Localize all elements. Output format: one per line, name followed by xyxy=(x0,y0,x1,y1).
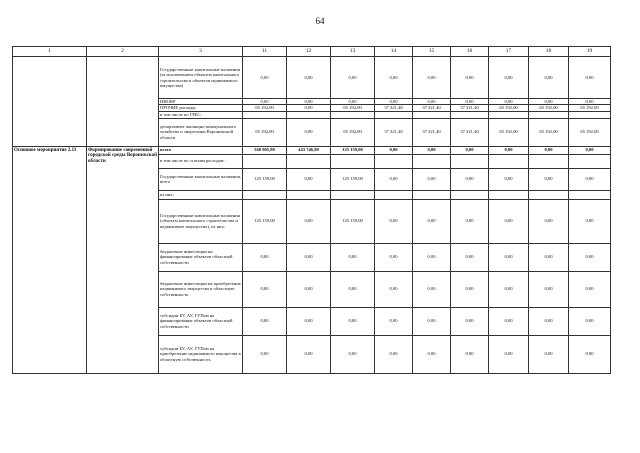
value-cell xyxy=(287,190,331,199)
page-number: 64 xyxy=(315,16,325,26)
table-row xyxy=(13,146,611,154)
value-cell xyxy=(489,111,529,118)
value-cell: 0,00 xyxy=(287,307,331,335)
value-cell: 65 192,00 xyxy=(489,105,529,111)
value-cell: 0,00 xyxy=(489,335,529,373)
value-cell: 0,00 xyxy=(489,307,529,335)
value-cell: 0,00 xyxy=(375,271,413,307)
row-description: из них: xyxy=(159,190,243,199)
value-cell: 0,00 xyxy=(413,335,451,373)
value-cell: 0,00 xyxy=(331,307,375,335)
header-cell: 1 xyxy=(13,47,87,57)
value-cell: 0,00 xyxy=(451,57,489,99)
value-cell: 37 321,40 xyxy=(451,118,489,146)
event-name: Формирование современной городской среды Воронежской области xyxy=(87,146,159,373)
value-cell: 443 746,80 xyxy=(287,146,331,154)
row-description: всего xyxy=(159,146,243,154)
value-cell: 0,00 xyxy=(489,57,529,99)
value-cell: 0,00 xyxy=(243,307,287,335)
value-cell: 0,00 xyxy=(529,168,569,190)
header-cell: 13 xyxy=(331,47,375,57)
value-cell: 0,00 xyxy=(331,243,375,271)
value-cell: 0,00 xyxy=(451,146,489,154)
value-cell: 0,00 xyxy=(451,99,489,105)
header-cell: 2 xyxy=(87,47,159,57)
value-cell: 0,00 xyxy=(287,57,331,99)
value-cell: 0,00 xyxy=(451,271,489,307)
value-cell: 0,00 xyxy=(489,146,529,154)
header-cell: 12 xyxy=(287,47,331,57)
value-cell: 0,00 xyxy=(375,146,413,154)
value-cell xyxy=(331,190,375,199)
row-description: субсидии БУ, АУ, ГУПам на финансирование объектов областной собственности xyxy=(159,307,243,335)
header-cell: 19 xyxy=(569,47,611,57)
value-cell: 0,00 xyxy=(489,199,529,243)
value-cell: 0,00 xyxy=(569,307,611,335)
value-cell: 0,00 xyxy=(451,199,489,243)
value-cell xyxy=(489,154,529,168)
value-cell xyxy=(243,154,287,168)
header-cell: 16 xyxy=(451,47,489,57)
value-cell xyxy=(569,190,611,199)
value-cell: 0,00 xyxy=(375,57,413,99)
value-cell: 65 192,00 xyxy=(569,118,611,146)
value-cell xyxy=(331,111,375,118)
value-cell: 0,00 xyxy=(375,307,413,335)
value-cell xyxy=(529,154,569,168)
header-cell: 18 xyxy=(529,47,569,57)
table-row xyxy=(13,57,611,99)
value-cell: 0,00 xyxy=(243,99,287,105)
value-cell xyxy=(413,111,451,118)
value-cell: 125 159,00 xyxy=(243,168,287,190)
value-cell xyxy=(413,190,451,199)
value-cell xyxy=(451,111,489,118)
value-cell: 0,00 xyxy=(413,57,451,99)
value-cell: 0,00 xyxy=(489,271,529,307)
value-cell: 0,00 xyxy=(569,99,611,105)
value-cell xyxy=(375,111,413,118)
value-cell xyxy=(287,111,331,118)
value-cell: 0,00 xyxy=(489,99,529,105)
value-cell xyxy=(375,190,413,199)
value-cell: 0,00 xyxy=(375,335,413,373)
value-cell: 125 159,00 xyxy=(331,146,375,154)
value-cell: 0,00 xyxy=(529,271,569,307)
table-body xyxy=(13,47,611,374)
value-cell: 65 192,00 xyxy=(529,105,569,111)
value-cell: 0,00 xyxy=(287,168,331,190)
value-cell: 0,00 xyxy=(375,199,413,243)
value-cell xyxy=(287,154,331,168)
value-cell: 65 192,00 xyxy=(569,105,611,111)
value-cell: 65 192,00 xyxy=(529,118,569,146)
value-cell xyxy=(529,190,569,199)
value-cell: 125 159,00 xyxy=(331,199,375,243)
value-cell: 0,00 xyxy=(569,335,611,373)
value-cell: 125 159,00 xyxy=(243,199,287,243)
value-cell: 0,00 xyxy=(451,335,489,373)
value-cell: 0,00 xyxy=(375,99,413,105)
value-cell xyxy=(243,190,287,199)
value-cell: 0,00 xyxy=(331,271,375,307)
budget-table xyxy=(12,46,611,374)
value-cell: 0,00 xyxy=(529,199,569,243)
value-cell: 0,00 xyxy=(413,243,451,271)
value-cell: 125 159,00 xyxy=(331,168,375,190)
value-cell: 0,00 xyxy=(413,99,451,105)
value-cell: 0,00 xyxy=(243,335,287,373)
value-cell: 0,00 xyxy=(413,271,451,307)
value-cell: 0,00 xyxy=(569,199,611,243)
value-cell: 37 321,40 xyxy=(451,105,489,111)
value-cell: 0,00 xyxy=(489,243,529,271)
value-cell: 0,00 xyxy=(287,105,331,111)
row-description: бюджетные инвестиции на финансирование объектов областной собственности xyxy=(159,243,243,271)
value-cell: 0,00 xyxy=(331,57,375,99)
value-cell: 0,00 xyxy=(243,243,287,271)
header-cell: 15 xyxy=(413,47,451,57)
row-description: в том числе по статьям расходов: xyxy=(159,154,243,168)
row-description: НИОКР xyxy=(159,99,243,105)
value-cell: 0,00 xyxy=(529,335,569,373)
value-cell: 65 192,00 xyxy=(331,118,375,146)
value-cell: 65 192,00 xyxy=(243,105,287,111)
value-cell: 0,00 xyxy=(569,243,611,271)
value-cell: 0,00 xyxy=(375,243,413,271)
value-cell xyxy=(569,154,611,168)
value-cell xyxy=(413,154,451,168)
row-description: Государственные капитальные вложения (за исключением объектов капитального строительства и объектов недвижимого имущества) xyxy=(159,57,243,99)
value-cell xyxy=(569,111,611,118)
value-cell: 568 905,80 xyxy=(243,146,287,154)
value-cell: 0,00 xyxy=(413,146,451,154)
value-cell: 0,00 xyxy=(529,307,569,335)
value-cell: 0,00 xyxy=(451,168,489,190)
value-cell: 0,00 xyxy=(243,57,287,99)
value-cell: 0,00 xyxy=(287,118,331,146)
name-cell-empty xyxy=(87,57,159,147)
row-description: субсидии БУ, АУ, ГУПам на приобретение недвижимого имущества в областную собственность xyxy=(159,335,243,373)
value-cell: 0,00 xyxy=(569,57,611,99)
value-cell xyxy=(451,154,489,168)
value-cell xyxy=(489,190,529,199)
value-cell: 0,00 xyxy=(451,307,489,335)
value-cell: 0,00 xyxy=(413,199,451,243)
value-cell: 0,00 xyxy=(451,243,489,271)
value-cell: 0,00 xyxy=(529,243,569,271)
value-cell: 0,00 xyxy=(331,99,375,105)
value-cell: 0,00 xyxy=(529,146,569,154)
row-description: в том числе по ГРБС: xyxy=(159,111,243,118)
header-cell: 11 xyxy=(243,47,287,57)
value-cell: 0,00 xyxy=(243,271,287,307)
value-cell xyxy=(451,190,489,199)
value-cell xyxy=(375,154,413,168)
value-cell: 0,00 xyxy=(287,243,331,271)
value-cell: 0,00 xyxy=(331,335,375,373)
value-cell: 0,00 xyxy=(569,168,611,190)
event-code: Основное мероприятие 2.11 xyxy=(13,146,87,373)
header-row xyxy=(13,47,611,57)
code-cell-empty xyxy=(13,57,87,147)
header-cell: 3 xyxy=(159,47,243,57)
value-cell: 0,00 xyxy=(287,335,331,373)
value-cell: 0,00 xyxy=(375,168,413,190)
value-cell: 37 321,40 xyxy=(413,118,451,146)
row-description: департамент жилищно-коммунального хозяйства и энергетики Воронежской области xyxy=(159,118,243,146)
value-cell: 0,00 xyxy=(569,146,611,154)
value-cell: 0,00 xyxy=(287,199,331,243)
row-description: Государственные капитальные вложения, всего xyxy=(159,168,243,190)
value-cell: 0,00 xyxy=(287,99,331,105)
value-cell: 65 192,00 xyxy=(489,118,529,146)
value-cell: 0,00 xyxy=(569,271,611,307)
header-cell: 17 xyxy=(489,47,529,57)
value-cell: 0,00 xyxy=(529,99,569,105)
value-cell: 37 321,40 xyxy=(413,105,451,111)
value-cell: 0,00 xyxy=(413,168,451,190)
value-cell: 0,00 xyxy=(489,168,529,190)
value-cell: 37 321,40 xyxy=(375,118,413,146)
value-cell: 65 192,00 xyxy=(243,118,287,146)
row-description: бюджетные инвестиции на приобретение недвижимого имущества в областную собственность xyxy=(159,271,243,307)
value-cell: 0,00 xyxy=(287,271,331,307)
value-cell: 65 192,00 xyxy=(331,105,375,111)
value-cell xyxy=(529,111,569,118)
value-cell xyxy=(243,111,287,118)
row-description: Государственные капитальные вложения (объекты капитального строительства и недвижимое имущество), из них: xyxy=(159,199,243,243)
value-cell: 0,00 xyxy=(529,57,569,99)
header-cell: 14 xyxy=(375,47,413,57)
value-cell: 0,00 xyxy=(413,307,451,335)
row-description: ПРОЧИЕ расходы xyxy=(159,105,243,111)
value-cell: 37 321,40 xyxy=(375,105,413,111)
value-cell xyxy=(331,154,375,168)
